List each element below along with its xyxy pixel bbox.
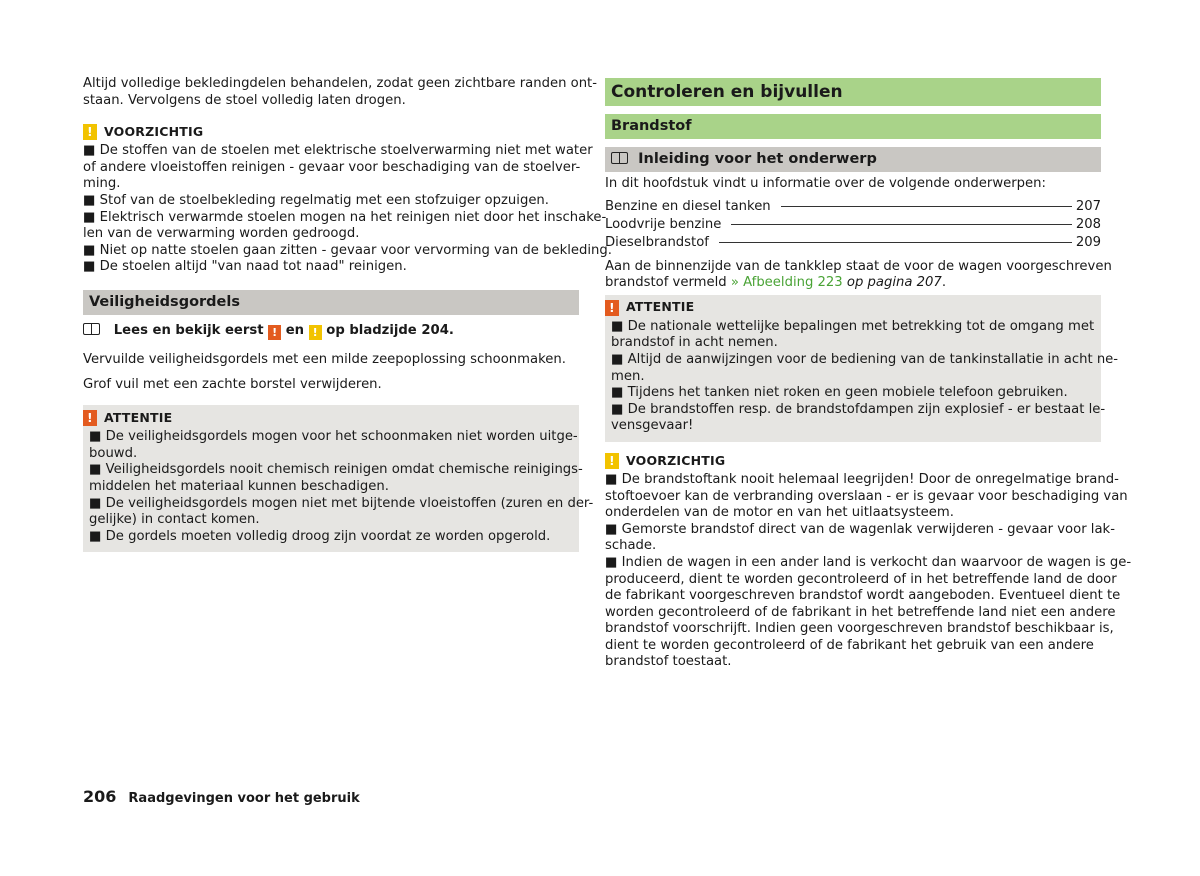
leader-line (781, 206, 1072, 207)
subsection-heading-intro (605, 147, 1101, 172)
caution-line: schade. (605, 538, 657, 554)
page-footer (83, 787, 360, 806)
seatbelt-paragraph-1: Vervuilde veiligheidsgordels met een milde zeepoplossing schoonmaken. (83, 351, 566, 367)
section-heading-seatbelts: Veiligheidsgordels (83, 290, 579, 315)
caution-line: de fabrikant voorgeschreven brandstof wordt aangeboden. Eventueel dient te (605, 588, 1121, 604)
intro-title: Inleiding voor het onderwerp (638, 151, 877, 167)
attention-line: middelen het materiaal kunnen beschadigen. (89, 478, 389, 494)
attention-header (83, 409, 573, 427)
topic-label: Loodvrije benzine (605, 216, 722, 232)
topic-page: 208 (1075, 216, 1101, 232)
fuel-note (605, 258, 1112, 292)
intro-paragraph (83, 76, 597, 109)
book-icon (83, 323, 100, 335)
left-column (83, 76, 612, 552)
caution-header (83, 123, 579, 141)
attention-block-seatbelts (83, 405, 594, 552)
intro-text: In dit hoofdstuk vindt u informatie over de volgende onderwerpen: (605, 176, 1046, 191)
caution-line: ■ De stoelen altijd "van naad tot naad" reinigen. (83, 259, 407, 275)
attention-line: ■ Altijd de aanwijzingen voor de bediening van de tankinstallatie in acht ne- (611, 351, 1119, 367)
book-icon (611, 152, 628, 164)
attention-line: ■ De brandstoffen resp. de brandstofdampen zijn explosief - er bestaat le- (611, 401, 1106, 417)
caution-line: ■ De stoffen van de stoelen met elektrische stoelverwarming niet met water (83, 143, 593, 159)
read-first-between: en (285, 322, 305, 338)
leader-line (731, 224, 1071, 225)
fuel-note-end: . (941, 275, 947, 291)
attention-icon: ! (83, 410, 97, 426)
attention-line: men. (611, 368, 645, 384)
read-first-text: Lees en bekijk eerst (113, 322, 264, 338)
attention-header (605, 299, 1095, 317)
attention-line: vensgevaar! (611, 418, 694, 434)
text-line: staan. Vervolgens de stoel volledig laten drogen. (83, 92, 406, 108)
warning-red-icon: ! (268, 325, 281, 340)
fuel-note-text: brandstof vermeld (605, 275, 727, 291)
caution-line: of andere vloeistoffen reinigen - gevaar voor beschadiging van de stoelver- (83, 159, 581, 175)
attention-icon: ! (605, 300, 619, 316)
attention-line: ■ Veiligheidsgordels nooit chemisch reinigen omdat chemische reinigings- (89, 462, 583, 478)
section-heading-fuel: Brandstof (605, 114, 1101, 139)
caution-line: ■ Niet op natte stoelen gaan zitten - gevaar voor vervorming van de bekleding. (83, 242, 612, 258)
topic-list-item[interactable] (605, 217, 1101, 235)
topic-list (605, 199, 1101, 253)
read-first-after: op bladzijde 204. (326, 322, 454, 338)
caution-line: len van de verwarming worden gedroogd. (83, 226, 360, 242)
chapter-heading: Controleren en bijvullen (605, 78, 1101, 106)
footer-chapter-title: Raadgevingen voor het gebruik (128, 791, 360, 806)
attention-line: ■ De veiligheidsgordels mogen niet met bijtende vloeistoffen (zuren en der- (89, 495, 594, 511)
caution-line: stoftoevoer kan de verbranding overslaan - er is gevaar voor beschadiging van (605, 488, 1128, 504)
attention-line: ■ Tijdens het tanken niet roken en geen mobiele telefoon gebruiken. (611, 385, 1068, 401)
caution-title: VOORZICHTIG (104, 123, 204, 139)
caution-block-seats (83, 123, 612, 276)
fuel-note-line (605, 275, 1101, 292)
attention-line: ■ De gordels moeten volledig droog zijn voordat ze worden opgerold. (89, 528, 551, 544)
caution-icon: ! (83, 124, 97, 140)
attention-block-fuel (605, 295, 1119, 442)
topic-label: Benzine en diesel tanken (605, 198, 771, 214)
caution-line: produceerd, dient te worden gecontroleerd of in het betreffende land de door (605, 571, 1117, 587)
right-column (605, 78, 1132, 671)
caution-block-fuel (605, 452, 1132, 671)
topic-list-item[interactable] (605, 235, 1101, 253)
attention-line: bouwd. (89, 445, 138, 461)
leader-line (719, 242, 1072, 243)
caution-line: dient te worden gecontroleerd of de fabrikant het gebruik van een andere (605, 637, 1094, 653)
topic-label: Dieselbrandstof (605, 234, 709, 250)
caution-line: ■ Stof van de stoelbekleding regelmatig met een stofzuiger opzuigen. (83, 192, 549, 208)
attention-line: brandstof in acht nemen. (611, 335, 778, 351)
caution-line: onderdelen van de motor en van het uitlaatsysteem. (605, 505, 954, 521)
text-line: Altijd volledige bekledingdelen behandelen, zodat geen zichtbare randen ont- (83, 76, 597, 91)
attention-title: ATTENTIE (626, 299, 695, 315)
topic-page: 209 (1075, 234, 1101, 250)
attention-line: gelijke) in contact komen. (89, 512, 260, 528)
caution-line: brandstof voorschrijft. Indien geen voorgeschreven brandstof beschikbaar is, (605, 621, 1114, 637)
caution-line: ming. (83, 176, 121, 192)
caution-line: ■ Gemorste brandstof direct van de wagenlak verwijderen - gevaar voor lak- (605, 521, 1115, 537)
topic-list-item[interactable] (605, 199, 1101, 217)
page-number: 206 (83, 787, 117, 806)
caution-line: ■ Indien de wagen in een ander land is verkocht dan waarvoor de wagen is ge- (605, 554, 1132, 570)
attention-title: ATTENTIE (104, 409, 173, 425)
figure-page-ref: op pagina 207 (846, 275, 942, 291)
caution-icon: ! (605, 453, 619, 469)
figure-link[interactable]: » Afbeelding 223 (730, 275, 843, 291)
seatbelt-paragraph-2: Grof vuil met een zachte borstel verwijderen. (83, 376, 382, 392)
attention-line: ■ De nationale wettelijke bepalingen met betrekking tot de omgang met (611, 318, 1095, 334)
caution-line: worden gecontroleerd of de fabrikant in het betreffende land niet een andere (605, 604, 1116, 620)
topic-page: 207 (1075, 198, 1101, 214)
warning-yellow-icon: ! (309, 325, 322, 340)
caution-title: VOORZICHTIG (626, 452, 726, 468)
attention-line: ■ De veiligheidsgordels mogen voor het schoonmaken niet worden uitge- (89, 429, 578, 445)
caution-line: ■ De brandstoftank nooit helemaal leegrijden! Door de onregelmatige brand- (605, 471, 1119, 487)
fuel-note-line: Aan de binnenzijde van de tankklep staat de voor de wagen voorgeschreven (605, 258, 1112, 274)
caution-header (605, 452, 1101, 470)
caution-line: brandstof toestaat. (605, 654, 732, 670)
caution-line: ■ Elektrisch verwarmde stoelen mogen na het reinigen niet door het inschake- (83, 209, 607, 225)
read-first-note (83, 323, 579, 340)
